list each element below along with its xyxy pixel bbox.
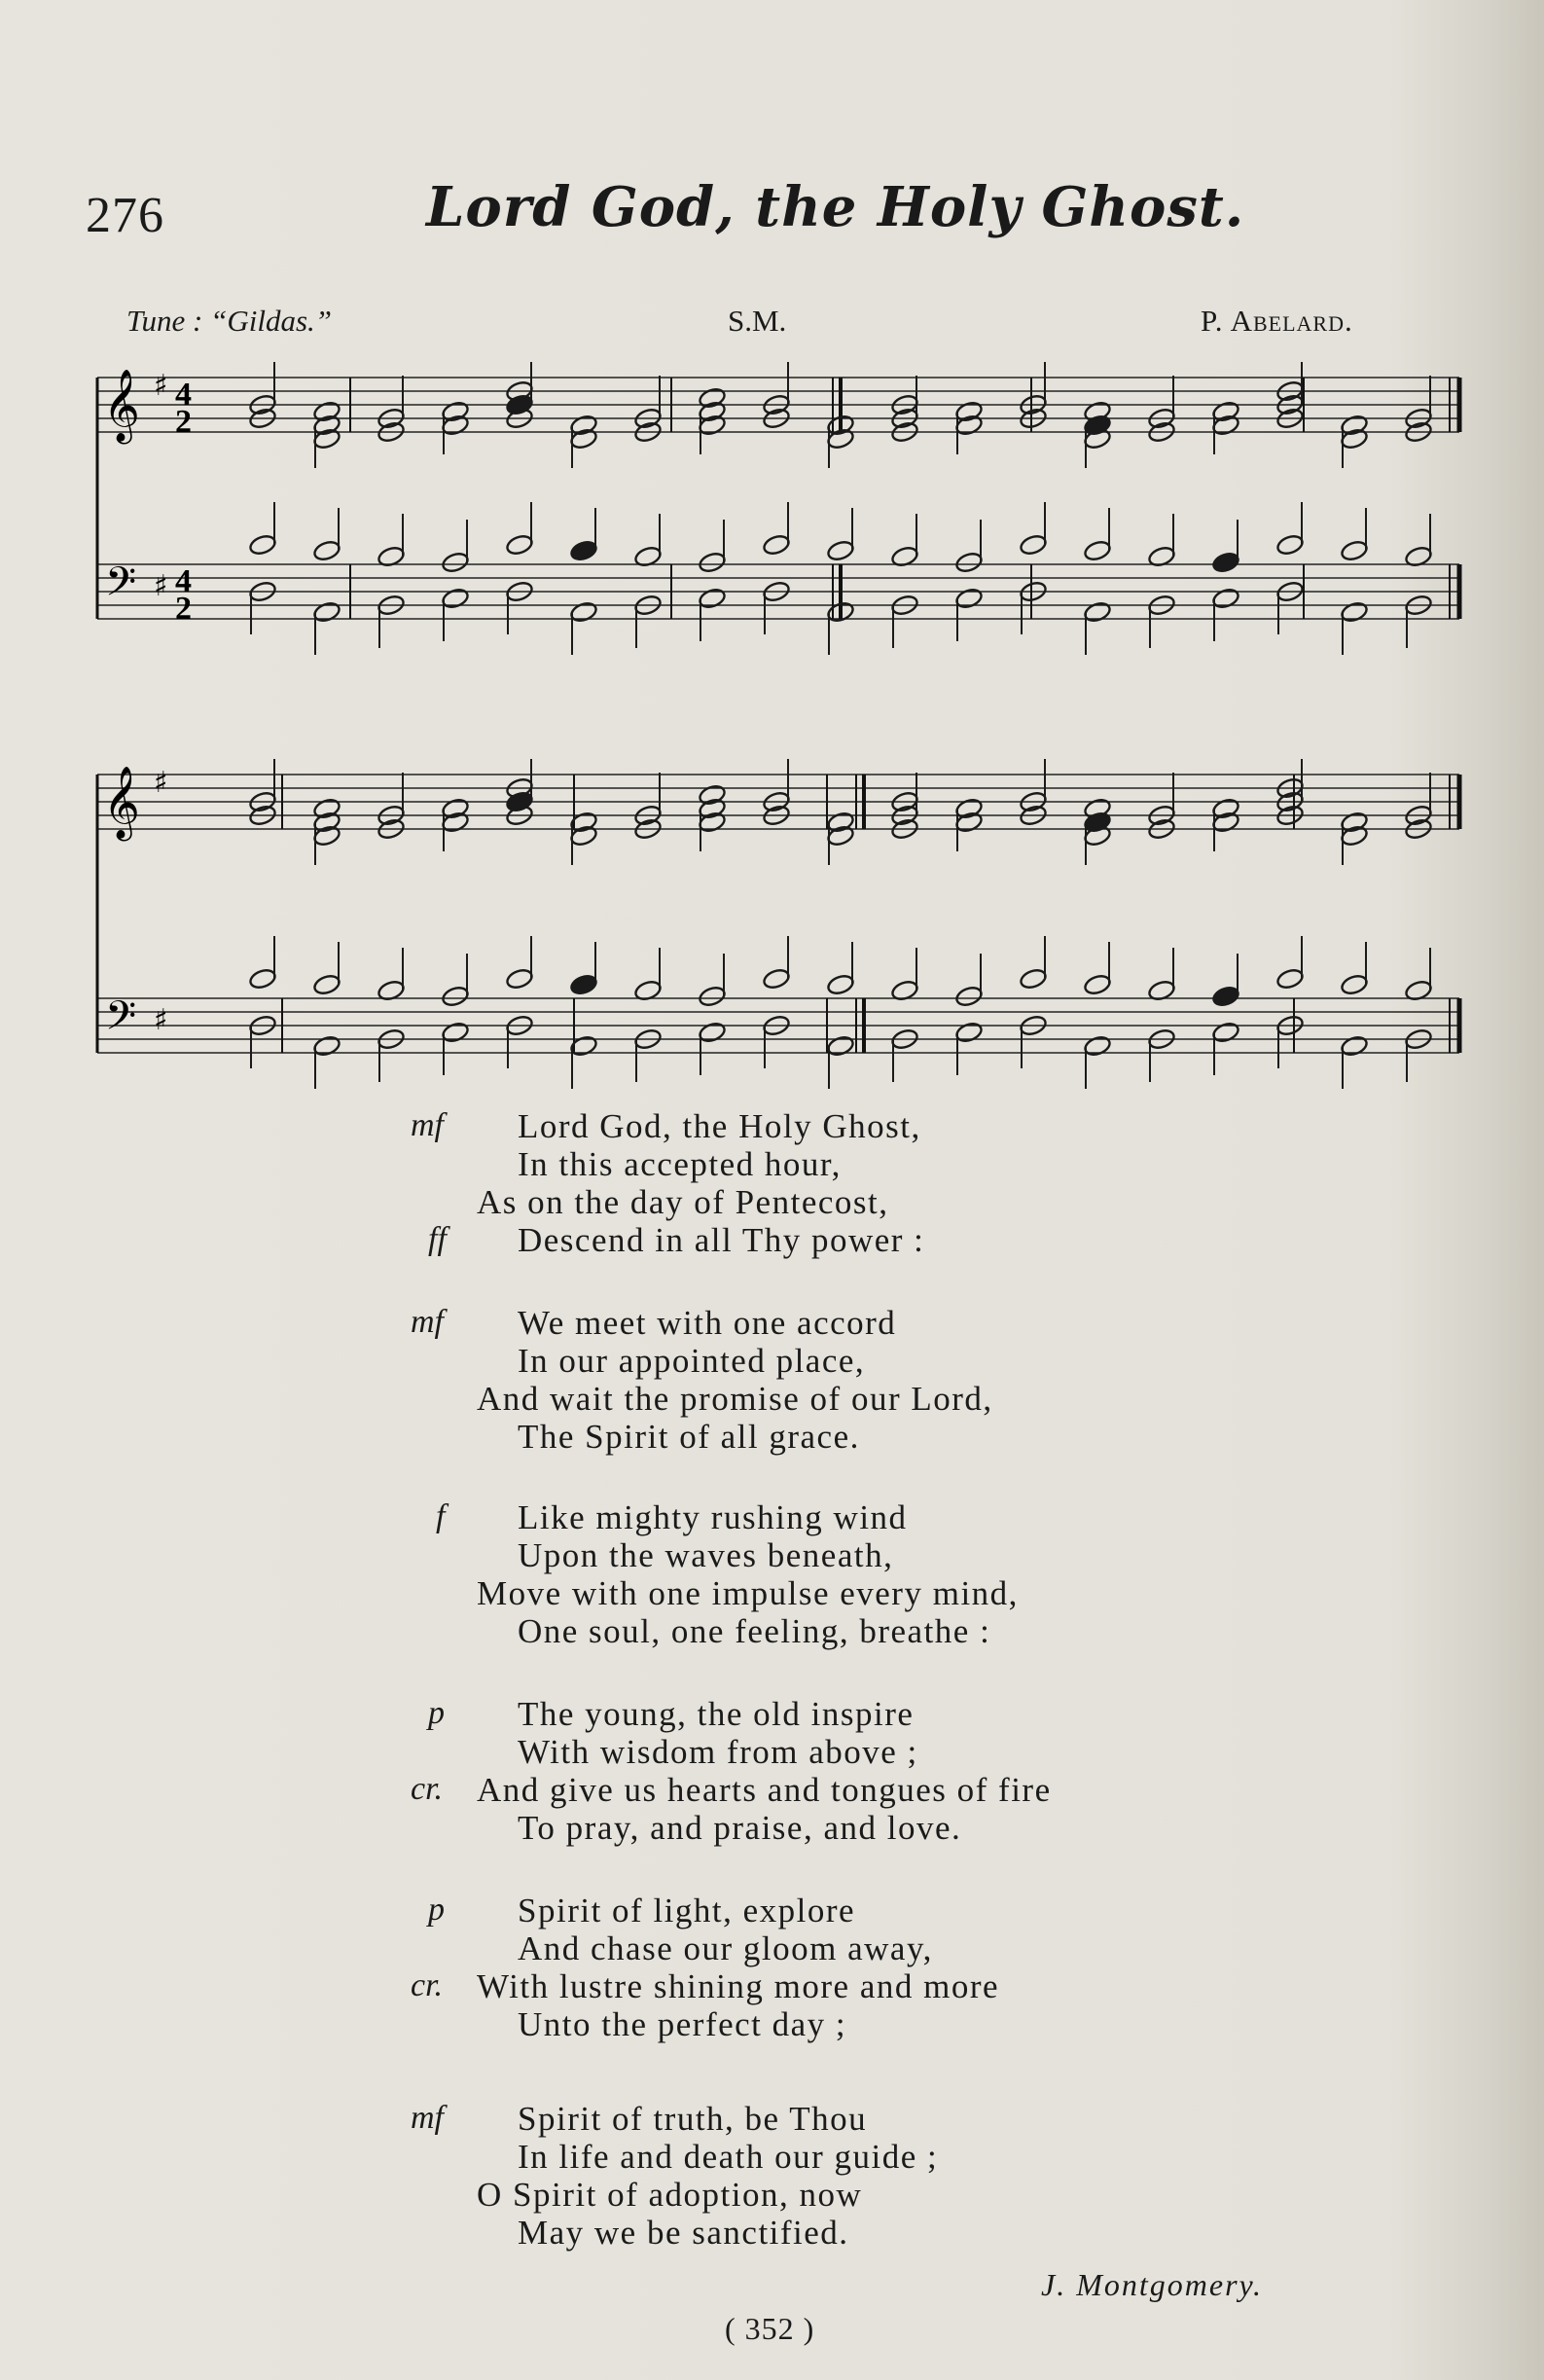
- time-sig-top: 4: [175, 563, 192, 599]
- bass-upper-note: [1275, 967, 1305, 991]
- score-system-2-svg: [88, 749, 1469, 1100]
- key-sharp-bass: ♯: [154, 569, 168, 603]
- bass-lower-note: [826, 1034, 855, 1058]
- bass-lower-note: [312, 1034, 341, 1058]
- verse-line: And wait the promise of our Lord,: [477, 1380, 993, 1418]
- dynamic-marking: p: [428, 1695, 445, 1731]
- treble-clef: 𝄞: [103, 767, 140, 839]
- verse-line: One soul, one feeling, breathe :: [518, 1612, 991, 1650]
- bass-lower-note: [1211, 587, 1240, 610]
- key-sharp-treble: ♯: [154, 369, 168, 403]
- bass-clef: 𝄢: [105, 559, 137, 615]
- bass-clef: 𝄢: [105, 992, 137, 1049]
- bass-upper-note: [826, 973, 855, 996]
- bass-upper-note: [505, 533, 534, 557]
- dynamic-marking: mf: [411, 2100, 444, 2136]
- dynamic-marking: f: [436, 1498, 446, 1534]
- bass-upper-note: [569, 539, 598, 562]
- hymn-number: 276: [86, 188, 164, 243]
- verse-line: Spirit of light, explore: [518, 1892, 856, 1929]
- verse-line: In our appointed place,: [518, 1342, 866, 1380]
- bass-lower-note: [698, 1021, 727, 1044]
- key-sharp-treble: ♯: [154, 766, 168, 800]
- verse-line: And chase our gloom away,: [518, 1929, 933, 1967]
- dynamic-marking: ff: [428, 1221, 447, 1257]
- verse-line: Lord God, the Holy Ghost,: [518, 1107, 921, 1145]
- bass-lower-note: [1340, 600, 1369, 624]
- bass-upper-note: [441, 551, 470, 574]
- verse-line: And give us hearts and tongues of fire: [477, 1771, 1052, 1809]
- bass-lower-note: [1340, 1034, 1369, 1058]
- tune-name: Tune : “Gildas.”: [126, 304, 333, 338]
- bass-lower-note: [1083, 600, 1112, 624]
- author: J. Montgomery.: [1041, 2267, 1263, 2302]
- bass-upper-note: [569, 973, 598, 996]
- dynamic-marking: p: [428, 1892, 445, 1928]
- bass-upper-note: [1019, 967, 1048, 991]
- verse-line: With lustre shining more and more: [477, 1967, 1000, 2005]
- composer: P. Abelard.: [1201, 304, 1353, 338]
- bass-upper-note: [762, 967, 791, 991]
- bass-lower-note: [569, 600, 598, 624]
- bass-upper-note: [441, 985, 470, 1008]
- bass-upper-note: [1340, 539, 1369, 562]
- bass-lower-note: [954, 587, 984, 610]
- bass-upper-note: [1019, 533, 1048, 557]
- bass-lower-note: [441, 1021, 470, 1044]
- bass-lower-note: [954, 1021, 984, 1044]
- verse-line: With wisdom from above ;: [518, 1733, 918, 1771]
- key-sharp-bass: ♯: [154, 1003, 168, 1037]
- time-sig-top: 4: [175, 377, 192, 413]
- verse-line: Like mighty rushing wind: [518, 1498, 908, 1536]
- bass-upper-note: [248, 533, 277, 557]
- page-number: ( 352 ): [725, 2311, 815, 2346]
- bass-upper-note: [698, 551, 727, 574]
- bass-upper-note: [248, 967, 277, 991]
- verse-line: In this accepted hour,: [518, 1145, 842, 1183]
- verse-line: As on the day of Pentecost,: [477, 1183, 889, 1221]
- verse-line: Move with one impulse every mind,: [477, 1574, 1019, 1612]
- bass-upper-note: [762, 533, 791, 557]
- treble-clef: 𝄞: [103, 370, 140, 442]
- bass-upper-note: [1083, 973, 1112, 996]
- dynamic-marking: cr.: [411, 1967, 444, 2003]
- verse-line: The Spirit of all grace.: [518, 1418, 860, 1456]
- bass-upper-note: [954, 551, 984, 574]
- verse-line: Descend in all Thy power :: [518, 1221, 925, 1259]
- time-sig-bottom: 2: [175, 591, 192, 627]
- bass-upper-note: [954, 985, 984, 1008]
- music-system-2: [88, 749, 1469, 1100]
- bass-upper-note: [698, 985, 727, 1008]
- verse-line: Spirit of truth, be Thou: [518, 2100, 868, 2138]
- dynamic-marking: mf: [411, 1107, 444, 1143]
- bass-lower-note: [441, 587, 470, 610]
- bass-lower-note: [312, 600, 341, 624]
- verse-line: In life and death our guide ;: [518, 2138, 939, 2176]
- verse-line: We meet with one accord: [518, 1304, 897, 1342]
- verse-line: The young, the old inspire: [518, 1695, 915, 1733]
- bass-lower-note: [1211, 1021, 1240, 1044]
- dynamic-marking: cr.: [411, 1771, 444, 1807]
- verse-line: May we be sanctified.: [518, 2214, 849, 2252]
- bass-upper-note: [1275, 533, 1305, 557]
- dynamic-marking: mf: [411, 1304, 444, 1340]
- bass-lower-note: [1083, 1034, 1112, 1058]
- bass-upper-note: [1340, 973, 1369, 996]
- bass-upper-note: [505, 967, 534, 991]
- bass-upper-note: [826, 539, 855, 562]
- verse-line: O Spirit of adoption, now: [477, 2176, 863, 2214]
- hymn-title: Lord God, the Holy Ghost.: [426, 175, 1245, 239]
- bass-upper-note: [1211, 551, 1240, 574]
- bass-lower-note: [698, 587, 727, 610]
- meter: S.M.: [728, 304, 787, 338]
- time-sig-bottom: 2: [175, 404, 192, 440]
- bass-upper-note: [1083, 539, 1112, 562]
- bass-upper-note: [312, 973, 341, 996]
- bass-upper-note: [312, 539, 341, 562]
- verse-line: Unto the perfect day ;: [518, 2005, 847, 2043]
- verse-line: To pray, and praise, and love.: [518, 1809, 962, 1847]
- score-system-1-svg: [88, 350, 1469, 671]
- bass-upper-note: [1211, 985, 1240, 1008]
- music-system-1: [88, 350, 1469, 671]
- verse-line: Upon the waves beneath,: [518, 1536, 894, 1574]
